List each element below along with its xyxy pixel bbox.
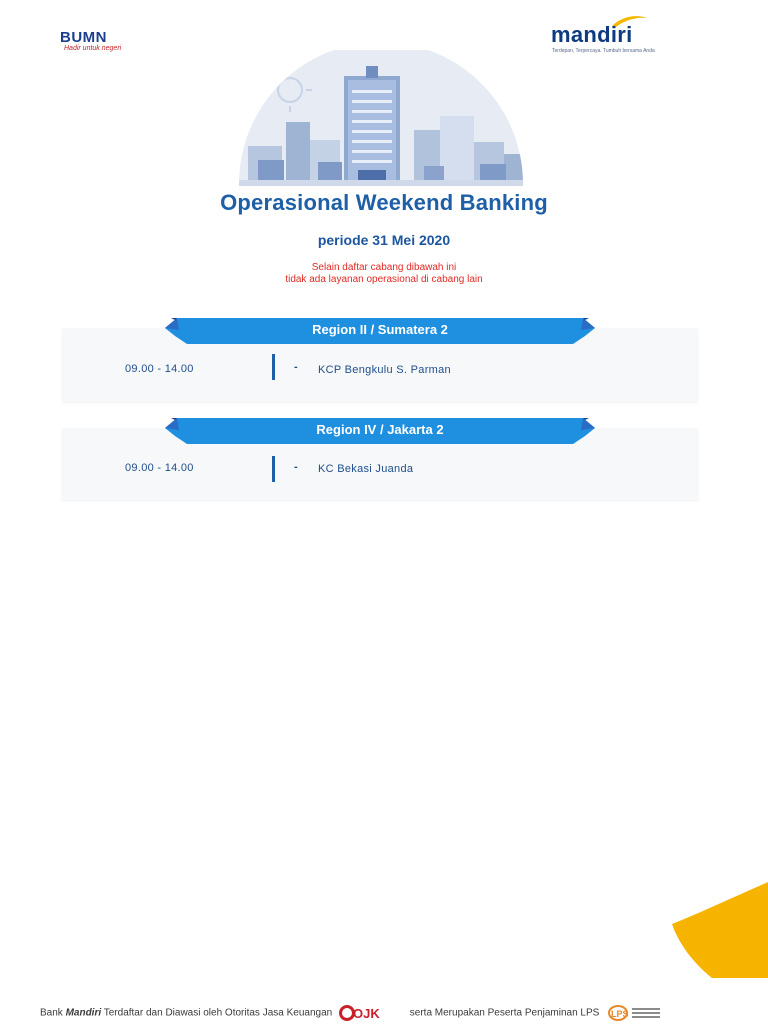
mandiri-logo-text: mandiri <box>551 22 633 47</box>
operating-hours: 09.00 - 14.00 <box>125 462 194 474</box>
branch-note <box>0 262 768 286</box>
region-ribbon-2 <box>165 418 595 444</box>
city-skyline-illustration <box>218 50 548 186</box>
footer-disclaimer <box>40 1005 664 1021</box>
list-bullet: - <box>294 461 298 473</box>
corner-decoration-shape <box>672 882 768 978</box>
region-name: Region II / Sumatera 2 <box>312 322 448 337</box>
footer-brand: Mandiri <box>65 1007 102 1019</box>
page-title: Operasional Weekend Banking <box>220 190 548 215</box>
lps-logo-text: LPS <box>611 1009 629 1019</box>
bumn-logo-text: BUMN <box>60 29 107 46</box>
divider <box>272 354 275 380</box>
footer-text-2: serta Merupakan Peserta Penjaminan LPS <box>409 1007 600 1019</box>
branch-name: KC Bekasi Juanda <box>318 463 414 475</box>
footer-text-1: Terdaftar dan Diawasi oleh Otoritas Jasa Keuangan <box>101 1007 333 1019</box>
bumn-logo <box>60 30 140 53</box>
region-name: Region IV / Jakarta 2 <box>316 422 444 437</box>
note-line-1: Selain daftar cabang dibawah ini <box>311 262 457 273</box>
mandiri-tagline: Terdepan, Terpercaya. Tumbuh bersama Anda <box>552 48 655 54</box>
divider <box>272 456 275 482</box>
region-ribbon-1 <box>165 318 595 344</box>
ojk-logo-icon <box>339 1005 403 1021</box>
list-bullet: - <box>294 361 298 373</box>
period-subtitle: periode 31 Mei 2020 <box>317 232 451 248</box>
bumn-tagline: Hadir untuk negeri <box>64 45 122 52</box>
branch-name: KCP Bengkulu S. Parman <box>318 364 451 376</box>
lps-logo-icon <box>608 1005 664 1021</box>
ojk-logo-text: OJK <box>353 1006 380 1021</box>
note-line-2: tidak ada layanan operasional di cabang lain <box>285 274 483 285</box>
footer-prefix: Bank <box>40 1007 66 1019</box>
operating-hours: 09.00 - 14.00 <box>125 363 194 375</box>
